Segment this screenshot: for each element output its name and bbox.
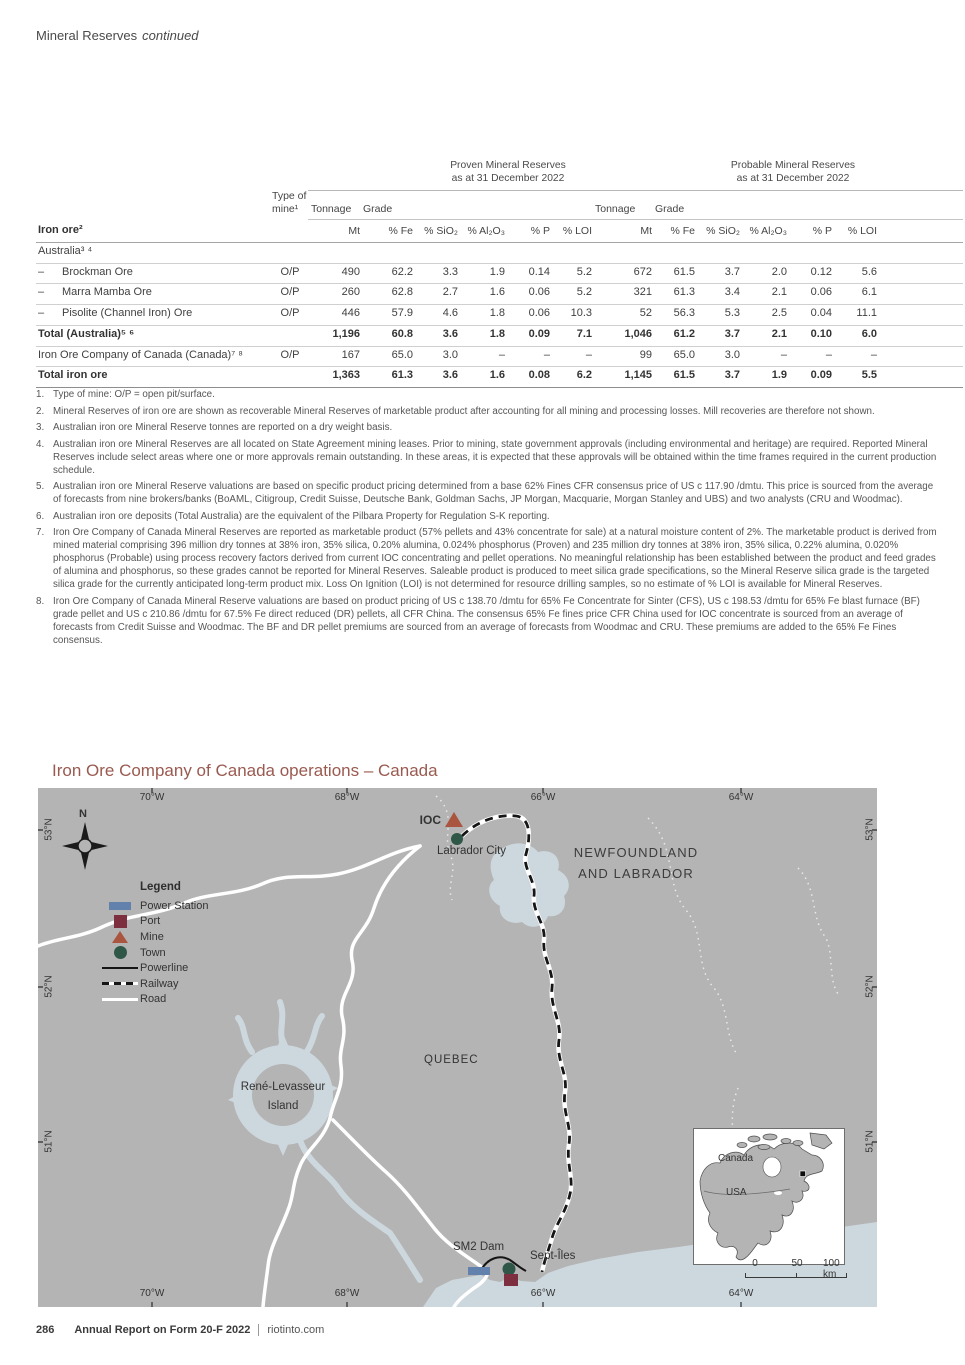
- col-type-of-mine: Type of mine¹: [272, 190, 307, 216]
- quebec-label: QUEBEC: [424, 1054, 479, 1066]
- table-units-row: Iron ore² Mt % Fe % SiO₂ % Al₂O₃ % P % LOI Mt % Fe % SiO₂ % Al₂O₃ % P % LOI: [36, 219, 963, 242]
- col-tonnage-probable: Tonnage: [592, 190, 652, 219]
- footnote: 8. Iron Ore Company of Canada Mineral Reserve valuations are based on product pricing of US c 138.70 /dmtu for 65% Fe Concentrate for Sinter (CFS), US c 198.53 /dmtu for 65% Fe blast furnace (BF) grade pellet and US c 210.86 /dmtu for 67.5% Fe direct reduced (DR) pellets, all CFR China. The consensus 65% Fe fines price CFR China used for IOC concentrate is sourced from an average of forecasts from Credit Suisse and Woodmac. The BF and DR pellet premiums are sourced from an average of forecasts from Woodmac and CRU. These premiums are added to the 65% Fe Fines consensus.: [36, 595, 920, 646]
- col-tonnage-proven: Tonnage: [308, 190, 360, 219]
- town-icon: [114, 946, 127, 959]
- probable-header-line2: as at 31 December 2022: [736, 173, 850, 185]
- page-title-text: Mineral Reserves: [36, 28, 138, 43]
- footer-divider: [258, 1324, 259, 1336]
- report-title: Annual Report on Form 20-F 2022: [74, 1324, 251, 1336]
- port-icon: [114, 915, 127, 928]
- parallel-label-right: 53°N: [864, 818, 876, 841]
- scale-0: 0: [752, 1258, 758, 1269]
- table-group-header-row: [36, 156, 963, 190]
- map-title: Iron Ore Company of Canada operations – Canada: [52, 761, 438, 780]
- meridian-label-bottom: 64°W: [728, 1288, 754, 1299]
- meridian-label-bottom: 70°W: [139, 1288, 165, 1299]
- greenland-shape: [810, 1133, 832, 1149]
- row-australia: Australia³ ⁴: [36, 242, 963, 263]
- row-ioc-canada: Iron Ore Company of Canada (Canada)⁷ ⁸ O/P 167 65.0 3.0 – – – 99 65.0 3.0 – – –: [36, 346, 963, 367]
- legend-item-mine: Mine: [100, 929, 208, 945]
- hudson-bay: [763, 1157, 781, 1177]
- meridian-label-top: 66°W: [530, 792, 556, 803]
- railway-icon: [102, 982, 138, 985]
- meridian-label-top: 70°W: [139, 792, 165, 803]
- legend-title: Legend: [140, 881, 181, 893]
- power-station-icon: [109, 902, 131, 910]
- inset-canvas: [694, 1129, 844, 1264]
- compass-rose-icon: [62, 822, 108, 870]
- legend-item-port: Port: [100, 914, 208, 930]
- inset-canada-label: Canada: [718, 1153, 754, 1164]
- footnote: 3. Australian iron ore Mineral Reserve tonnes are reported on a dry weight basis.: [36, 422, 393, 434]
- parallel-label-left: 51°N: [43, 1130, 55, 1153]
- compass-n-label: N: [79, 808, 87, 820]
- meridian-label-top: 68°W: [334, 792, 360, 803]
- footer-website: riotinto.com: [267, 1324, 325, 1336]
- probable-header-line1: Probable Mineral Reserves: [730, 159, 856, 171]
- footnote: 1. Type of mine: O/P = open pit/surface.: [36, 389, 215, 400]
- col-grade-proven: Grade: [360, 190, 592, 219]
- footnote: 7. Iron Ore Company of Canada Mineral Reserves are reported as marketable product (57% pellets and 43% concentrate for sale) at a natural moisture content of 2%. The marketable product is derived from mined material comprising 396 million dry tonnes at 38% iron, 35% silica, 0.20% alumina, 0.024% phosphorus (Proven) and 235 million dry tonnes at 38% iron, 35% silica, 0.22% alumina, 0.020% phosphorus (Probable) using process recovery factors derived from current IOC concentrating and pellet operations. No meaningful relationship has been established between the product and feed grades of alumina and phosphorus, so these grades cannot be reported for Mineral Reserves. Saleable product is produced to meet silica grade specifications, so the Mineral Reserve silica grade is the targeted silica grade for the currently anticipated long-term product mix. Loss On Ignition (LOI) is not determined for resource drilling samples, so no estimate of % LOI is available for Mineral Reserves.: [36, 527, 937, 591]
- meridian-label-top: 64°W: [728, 792, 754, 803]
- sept-iles-town-icon: [503, 1263, 516, 1276]
- parallel-label-right: 52°N: [864, 975, 876, 998]
- legend-item-town: Town: [100, 945, 208, 961]
- page-footer: [36, 1324, 324, 1336]
- sept-iles-port-icon: [504, 1274, 518, 1286]
- row-total-australia: Total (Australia)⁵ ⁶ 1,196 60.8 3.6 1.8 0.09 7.1 1,046 61.2 3.7 2.1 0.10 6.0: [36, 325, 963, 346]
- footnotes: [36, 388, 938, 650]
- sept-iles-label: Sept-Îles: [530, 1250, 576, 1262]
- meridian-label-bottom: 68°W: [334, 1288, 360, 1299]
- ioc-mine-icon: [445, 812, 463, 827]
- ioc-operations-map: [38, 788, 877, 1307]
- row-brockman: – Brockman Ore O/P 490 62.2 3.3 1.9 0.14 5.2 672 61.5 3.7 2.0 0.12 5.6: [36, 263, 963, 284]
- mineral-reserves-table: [36, 156, 963, 388]
- table-subheader-row: [36, 190, 963, 219]
- mine-icon: [112, 931, 128, 943]
- probable-group-header: [592, 156, 877, 190]
- sm2-power-station-icon: [468, 1267, 490, 1275]
- proven-header-line2: as at 31 December 2022: [451, 173, 565, 185]
- newfoundland-labrador-label: NEWFOUNDLAND AND LABRADOR: [573, 845, 699, 881]
- parallel-label-right: 51°N: [864, 1130, 876, 1153]
- sm2-dam-label: SM2 Dam: [453, 1241, 505, 1253]
- rene-levasseur-label: René-Levasseur Island: [240, 1081, 326, 1112]
- map-legend: [100, 881, 208, 1007]
- footnote: 4. Australian iron ore Mineral Reserves are all located on State Agreement mining leases. Prior to mining, state government approvals (including environmental and heritage) are required. Reported Mineral Reserves include select areas where one or more approvals remain outstanding. In these areas, it is expected that these approvals will be obtained within the time frames required in the current production schedule.: [36, 438, 937, 476]
- col-grade-probable: Grade: [652, 190, 877, 219]
- page-title: [36, 28, 199, 43]
- inset-usa-label: USA: [726, 1187, 747, 1198]
- footnote: 6. Australian iron ore deposits (Total Australia) are the equivalent of the Pilbara Property for Regulation S-K reporting.: [36, 510, 550, 522]
- labrador-city-town-icon: [451, 833, 463, 845]
- ioc-label: IOC: [419, 813, 441, 827]
- powerline-icon: [102, 967, 138, 970]
- proven-header-line1: Proven Mineral Reserves: [450, 159, 566, 171]
- location-marker: [800, 1171, 806, 1177]
- parallel-label-left: 52°N: [43, 975, 55, 998]
- row-group-iron-ore: Iron ore²: [36, 219, 272, 242]
- meridian-label-bottom: 66°W: [530, 1288, 556, 1299]
- labrador-city-label: Labrador City: [437, 845, 507, 857]
- footnote: 5. Australian iron ore Mineral Reserve valuations are based on specific product pricing determined from a base 62% Fines CFR consensus price of US c 117.90 /dmtu. This price is sourced from the average of forecasts from nine brokers/banks (BoAML, Citigroup, Credit Suisse, Deutsche Bank, Goldman Sachs, JP Morgan, Macquarie, Morgan Stanley and UBS) and two analysts (CRU and Woodmac).: [36, 481, 934, 506]
- scale-bar: [738, 1258, 868, 1288]
- footnote: 2. Mineral Reserves of iron ore are shown as recoverable Mineral Reserves of marketable product after accounting for all mining and processing losses. Mill recoveries are therefore not shown.: [36, 405, 875, 417]
- rene-levasseur-lake: [228, 1002, 420, 1280]
- row-total-iron-ore: Total iron ore 1,363 61.3 3.6 1.6 0.08 6.2 1,145 61.5 3.7 1.9 0.09 5.5: [36, 367, 963, 388]
- scale-100km: 100 km: [823, 1258, 840, 1280]
- proven-group-header: [308, 156, 592, 190]
- legend-item-power-station: Power Station: [100, 898, 208, 914]
- page-title-continued: continued: [142, 28, 199, 43]
- page-number: 286: [36, 1324, 55, 1336]
- legend-item-road: Road: [100, 992, 208, 1008]
- inset-locator-map: [693, 1128, 845, 1265]
- parallel-label-left: 53°N: [43, 818, 55, 841]
- legend-item-railway: Railway: [100, 976, 208, 992]
- legend-item-powerline: Powerline: [100, 960, 208, 976]
- row-marra-mamba: – Marra Mamba Ore O/P 260 62.8 2.7 1.6 0.06 5.2 321 61.3 3.4 2.1 0.06 6.1: [36, 284, 963, 305]
- row-pisolite: – Pisolite (Channel Iron) Ore O/P 446 57.9 4.6 1.8 0.06 10.3 52 56.3 5.3 2.5 0.04 11.1: [36, 305, 963, 326]
- road-icon: [102, 998, 138, 1002]
- scale-50: 50: [791, 1258, 803, 1269]
